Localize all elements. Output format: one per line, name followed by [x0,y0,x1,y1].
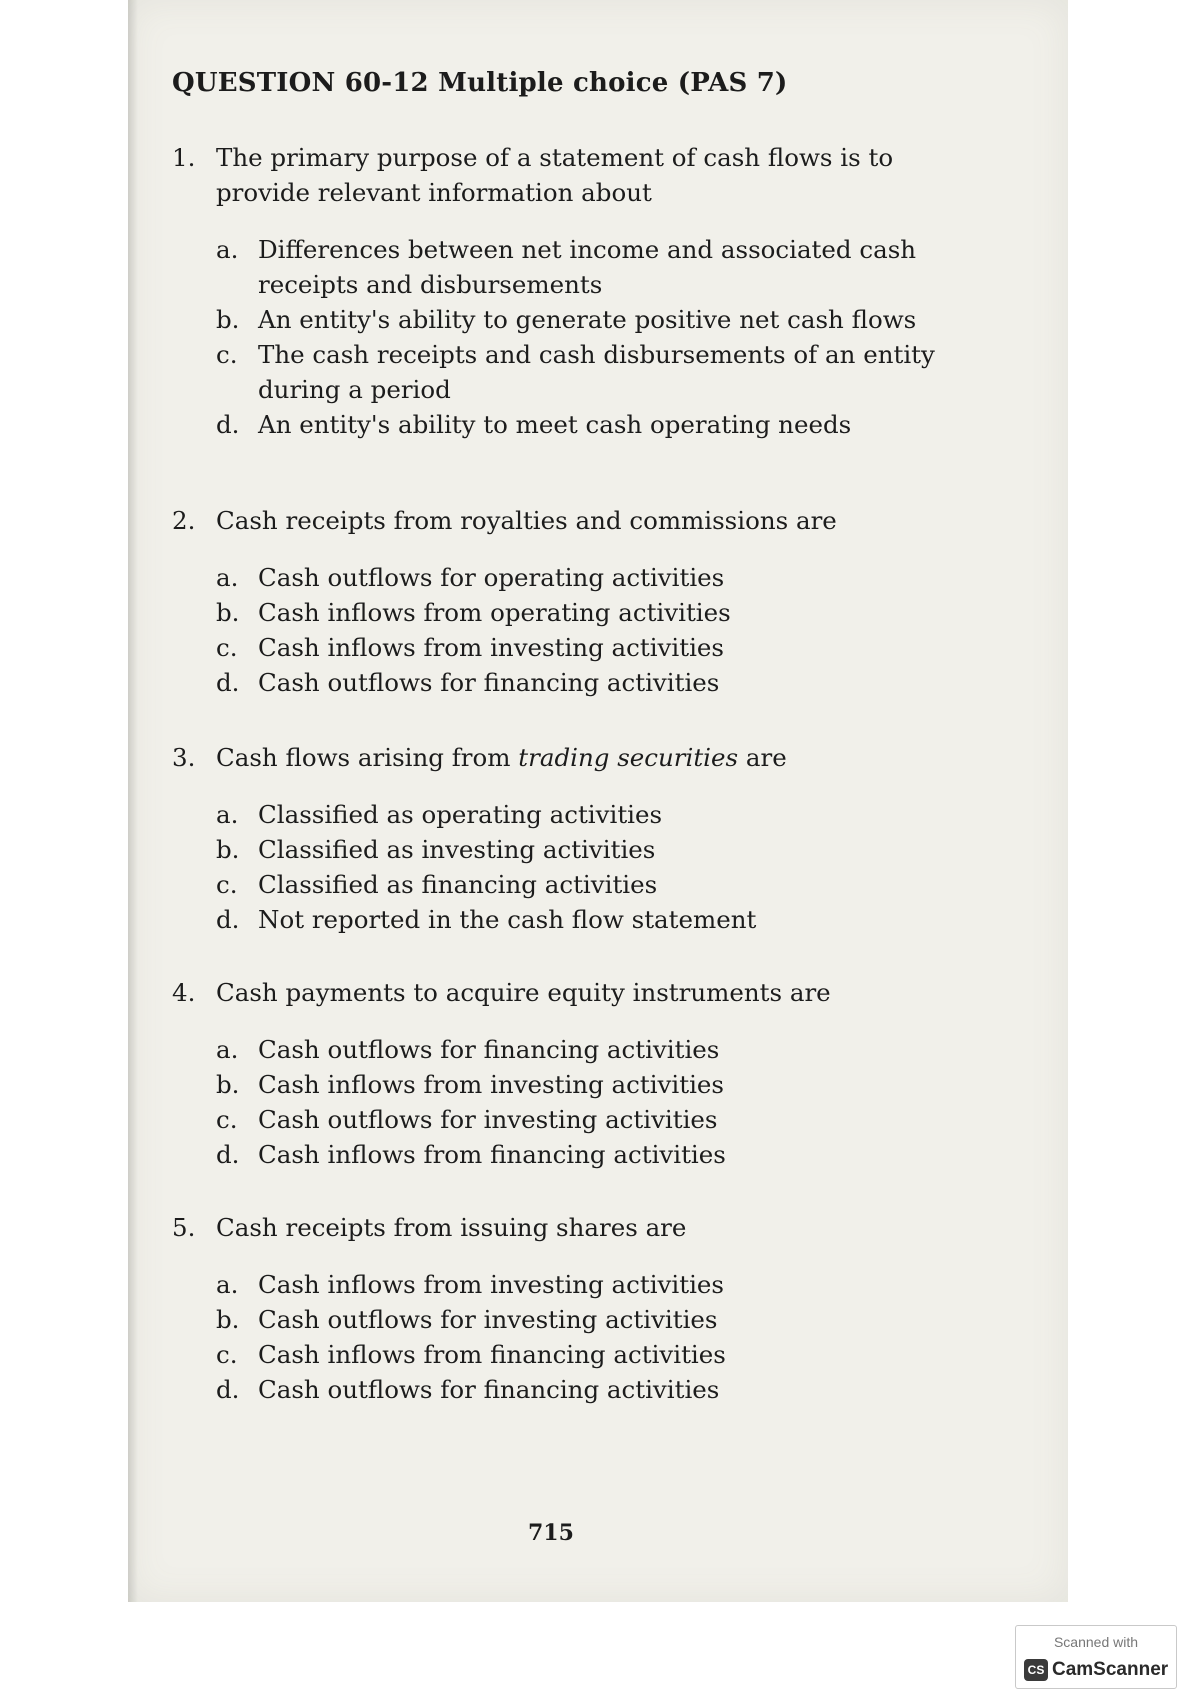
option-text: Cash outflows for operating activities [258,563,725,592]
option-letter: c. [216,340,238,369]
option-c [216,867,962,902]
option-letter: b. [216,1305,240,1334]
page-edge-shadow [128,0,138,1602]
option-c [216,1102,962,1137]
option-b [216,302,962,337]
watermark-caption: Scanned with [1053,1634,1139,1650]
option-letter: d. [216,1375,240,1404]
option-text: Not reported in the cash flow statement [258,905,757,934]
option-letter: c. [216,1105,238,1134]
option-text: The cash receipts and cash disbursements of an entity during a period [258,340,935,404]
option-text: Cash outflows for investing activities [258,1105,718,1134]
option-letter: b. [216,305,240,334]
option-letter: d. [216,905,240,934]
option-letter: c. [216,1340,238,1369]
option-letter: d. [216,668,240,697]
option-text: Cash outflows for financing activities [258,668,720,697]
option-text: Cash outflows for investing activities [258,1305,718,1334]
question-text-end: are [738,743,787,772]
option-letter: b. [216,835,240,864]
option-letter: a. [216,800,239,829]
option-text: Cash inflows from investing activities [258,1070,724,1099]
options-list [216,560,962,700]
question-text: Cash payments to acquire equity instruments are [216,978,831,1007]
option-text: An entity's ability to meet cash operating needs [258,410,852,439]
option-letter: d. [216,410,240,439]
option-letter: a. [216,563,239,592]
option-a [216,1267,962,1302]
option-text: Cash inflows from investing activities [258,633,724,662]
option-text: Cash inflows from financing activities [258,1340,726,1369]
option-text: Cash inflows from financing activities [258,1140,726,1169]
option-text: Classified as financing activities [258,870,658,899]
option-letter: c. [216,633,238,662]
option-text: Differences between net income and associated cash receipts and disbursements [258,235,917,299]
option-d [216,1137,962,1172]
question-3 [172,740,962,937]
option-d [216,902,962,937]
question-text: Cash receipts from issuing shares are [216,1213,687,1242]
question-number: 3. [172,743,196,772]
option-a [216,1032,962,1067]
question-text: Cash receipts from royalties and commissions are [216,506,837,535]
question-number: 2. [172,506,196,535]
option-b [216,832,962,867]
option-d [216,1372,962,1407]
option-d [216,407,962,442]
option-text: Cash inflows from investing activities [258,1270,724,1299]
question-text-emphasis: trading securities [518,743,739,772]
question-4 [172,975,962,1172]
question-number: 1. [172,143,196,172]
question-text: The primary purpose of a statement of cash flows is to provide relevant information about [216,143,894,207]
question-text [216,740,962,775]
option-letter: c. [216,870,238,899]
question-text-start: Cash flows arising from [216,743,519,772]
question-number: 4. [172,978,196,1007]
option-text: Classified as operating activities [258,800,663,829]
option-letter: a. [216,1270,239,1299]
options-list [216,797,962,937]
option-c [216,337,962,407]
option-text: Cash outflows for financing activities [258,1035,720,1064]
camscanner-logo-icon: CS [1024,1659,1048,1681]
question-heading: QUESTION 60-12 Multiple choice (PAS 7) [172,68,788,98]
question-5 [172,1210,962,1407]
page-number: 715 [528,1520,574,1546]
option-letter: b. [216,598,240,627]
option-a [216,797,962,832]
option-letter: d. [216,1140,240,1169]
question-2 [172,503,962,700]
watermark-brand: CamScanner [1052,1659,1169,1680]
option-b [216,1067,962,1102]
option-b [216,595,962,630]
option-letter: b. [216,1070,240,1099]
option-text: Classified as investing activities [258,835,656,864]
option-text: An entity's ability to generate positive net cash flows [258,305,917,334]
options-list [216,1267,962,1407]
question-1 [172,140,962,442]
option-letter: a. [216,235,239,264]
question-number: 5. [172,1213,196,1242]
options-list [216,1032,962,1172]
option-b [216,1302,962,1337]
camscanner-watermark [1015,1625,1177,1689]
option-d [216,665,962,700]
option-text: Cash inflows from operating activities [258,598,731,627]
option-a [216,560,962,595]
option-a [216,232,962,302]
option-c [216,1337,962,1372]
options-list [216,232,962,442]
option-c [216,630,962,665]
option-text: Cash outflows for financing activities [258,1375,720,1404]
option-letter: a. [216,1035,239,1064]
